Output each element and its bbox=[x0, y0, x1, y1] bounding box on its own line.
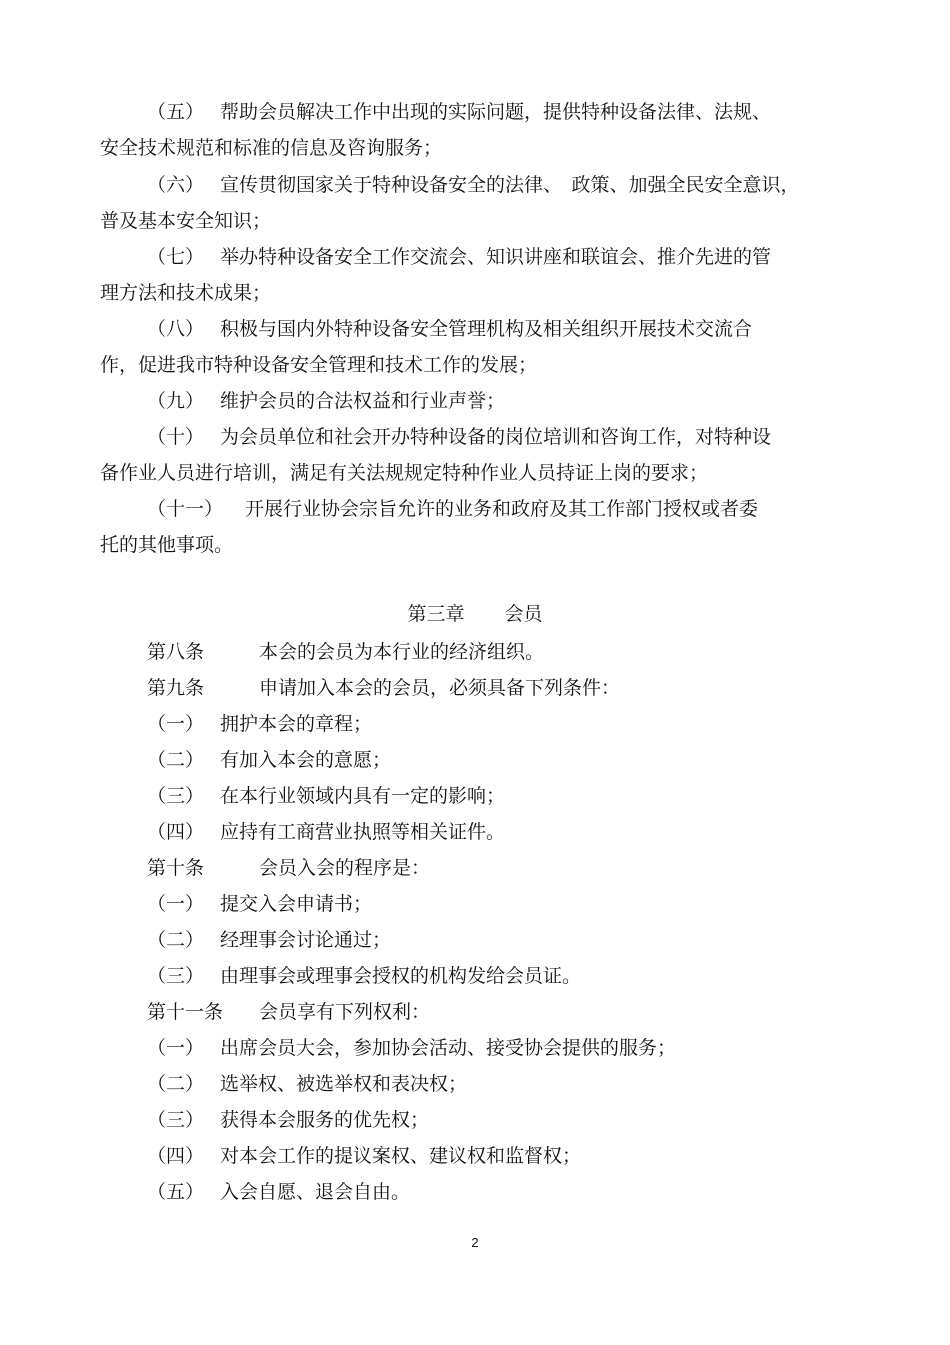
item-label: （五） bbox=[147, 101, 205, 123]
item-text: 有加入本会的意愿； bbox=[220, 749, 392, 771]
article-9 bbox=[147, 676, 620, 700]
item-label: （五） bbox=[147, 1181, 205, 1203]
item-label: （六） bbox=[147, 174, 205, 196]
item-label: （七） bbox=[147, 246, 205, 268]
item-text: 举办特种设备安全工作交流会、知识讲座和联谊会、推介先进的管 bbox=[220, 246, 772, 268]
item-label: （八） bbox=[147, 318, 205, 340]
list-item-11 bbox=[147, 497, 758, 521]
chapter-title: 会员 bbox=[504, 603, 543, 625]
list-item-11-cont: 托的其他事项。 bbox=[100, 534, 234, 556]
item-text: 对本会工作的提议案权、建议权和监督权； bbox=[220, 1145, 582, 1167]
item-label: （三） bbox=[147, 1109, 205, 1131]
item-text: 拥护本会的章程； bbox=[220, 713, 373, 735]
item-label: （四） bbox=[147, 821, 205, 843]
item-label: （一） bbox=[147, 893, 205, 915]
article-text: 会员入会的程序是： bbox=[259, 857, 431, 879]
list-item-9 bbox=[147, 389, 505, 413]
list-item bbox=[147, 1072, 467, 1096]
chapter-number: 第三章 bbox=[407, 603, 465, 625]
list-item bbox=[147, 1108, 429, 1132]
item-text: 提交入会申请书； bbox=[220, 893, 373, 915]
list-item-5-cont: 安全技术规范和标准的信息及咨询服务； bbox=[100, 137, 443, 159]
page-number: 2 bbox=[471, 1235, 479, 1250]
chapter-heading bbox=[0, 602, 950, 626]
list-item-8-cont: 作，促进我市特种设备安全管理和技术工作的发展； bbox=[100, 354, 538, 376]
article-label: 第九条 bbox=[147, 677, 205, 699]
list-item-7 bbox=[147, 245, 771, 269]
item-text: 出席会员大会，参加协会活动、接受协会提供的服务； bbox=[220, 1037, 677, 1059]
list-item-6 bbox=[147, 173, 800, 197]
article-text: 本会的会员为本行业的经济组织。 bbox=[259, 641, 545, 663]
item-text: 选举权、被选举权和表决权； bbox=[220, 1073, 468, 1095]
list-item bbox=[147, 1036, 676, 1060]
list-item-10 bbox=[147, 425, 771, 449]
article-11 bbox=[147, 1000, 430, 1024]
article-8 bbox=[147, 640, 544, 664]
item-text: 获得本会服务的优先权； bbox=[220, 1109, 430, 1131]
list-item bbox=[147, 928, 391, 952]
item-label: （一） bbox=[147, 713, 205, 735]
article-label: 第八条 bbox=[147, 641, 205, 663]
item-text: 宣传贯彻国家关于特种设备安全的法律、 政策、加强全民安全意识， bbox=[220, 174, 800, 196]
item-text: 在本行业领域内具有一定的影响； bbox=[220, 785, 506, 807]
item-text: 为会员单位和社会开办特种设备的岗位培训和咨询工作，对特种设 bbox=[220, 426, 772, 448]
item-label: （一） bbox=[147, 1037, 205, 1059]
item-text: 入会自愿、退会自由。 bbox=[220, 1181, 411, 1203]
list-item-6-cont: 普及基本安全知识； bbox=[100, 210, 272, 232]
list-item bbox=[147, 784, 505, 808]
item-text: 由理事会或理事会授权的机构发给会员证。 bbox=[220, 965, 582, 987]
item-text: 经理事会讨论通过； bbox=[220, 929, 392, 951]
list-item bbox=[147, 892, 372, 916]
item-text: 维护会员的合法权益和行业声誉； bbox=[220, 390, 506, 412]
article-label: 第十条 bbox=[147, 857, 205, 879]
item-label: （十一） bbox=[147, 498, 224, 520]
item-label: （四） bbox=[147, 1145, 205, 1167]
item-label: （二） bbox=[147, 1073, 205, 1095]
item-label: （九） bbox=[147, 390, 205, 412]
list-item bbox=[147, 964, 581, 988]
item-label: （三） bbox=[147, 965, 205, 987]
item-text: 开展行业协会宗旨允许的业务和政府及其工作部门授权或者委 bbox=[245, 498, 759, 520]
list-item bbox=[147, 1180, 410, 1204]
article-text: 申请加入本会的会员，必须具备下列条件： bbox=[259, 677, 621, 699]
article-label: 第十一条 bbox=[147, 1001, 224, 1023]
list-item-8 bbox=[147, 317, 752, 341]
item-label: （三） bbox=[147, 785, 205, 807]
item-text: 应持有工商营业执照等相关证件。 bbox=[220, 821, 506, 843]
list-item bbox=[147, 712, 372, 736]
list-item bbox=[147, 748, 391, 772]
list-item-5 bbox=[147, 100, 771, 124]
list-item bbox=[147, 820, 505, 844]
list-item-7-cont: 理方法和技术成果； bbox=[100, 282, 272, 304]
list-item bbox=[147, 1144, 581, 1168]
article-text: 会员享有下列权利： bbox=[259, 1001, 431, 1023]
item-label: （二） bbox=[147, 929, 205, 951]
item-label: （二） bbox=[147, 749, 205, 771]
item-text: 积极与国内外特种设备安全管理机构及相关组织开展技术交流合 bbox=[220, 318, 753, 340]
item-label: （十） bbox=[147, 426, 205, 448]
list-item-10-cont: 备作业人员进行培训，满足有关法规规定特种作业人员持证上岗的要求； bbox=[100, 462, 709, 484]
article-10 bbox=[147, 856, 430, 880]
item-text: 帮助会员解决工作中出现的实际问题，提供特种设备法律、法规、 bbox=[220, 101, 772, 123]
